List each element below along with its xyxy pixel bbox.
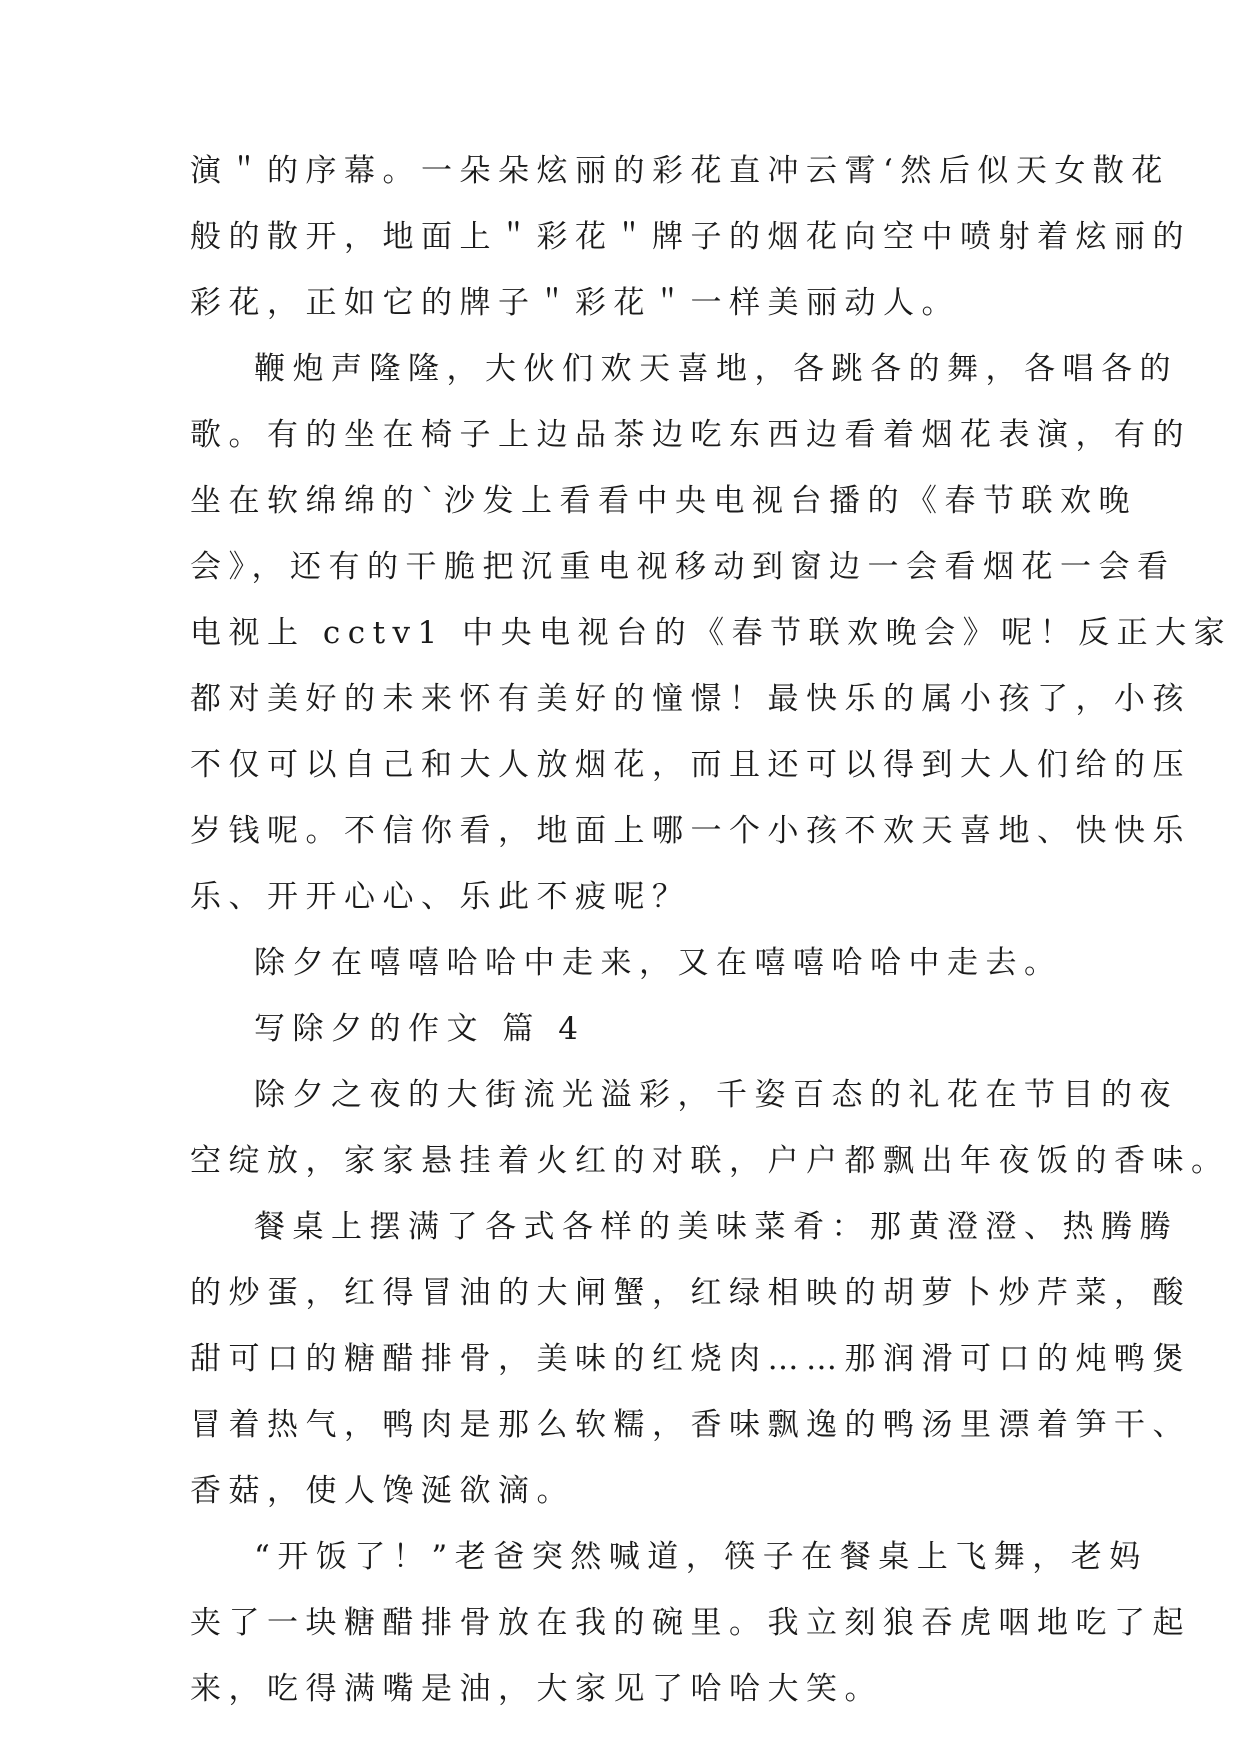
text-line: 岁钱呢。不信你看，地面上哪一个小孩不欢天喜地、快快乐 xyxy=(190,813,1191,849)
text-line: 般的散开，地面上＂彩花＂牌子的烟花向空中喷射着炫丽的 xyxy=(190,219,1191,255)
text-line: 坐在软绵绵的`沙发上看看中央电视台播的《春节联欢晚 xyxy=(190,483,1137,519)
text-line: 除夕在嘻嘻哈哈中走来，又在嘻嘻哈哈中走去。 xyxy=(254,945,1063,981)
text-line: 鞭炮声隆隆，大伙们欢天喜地，各跳各的舞，各唱各的 xyxy=(254,351,1178,387)
text-line: 都对美好的未来怀有美好的憧憬！最快乐的属小孩了，小孩 xyxy=(190,681,1191,717)
text-line: 香菇，使人馋涎欲滴。 xyxy=(190,1473,575,1509)
text-line: 冒着热气，鸭肉是那么软糯，香味飘逸的鸭汤里漂着笋干、 xyxy=(190,1407,1191,1443)
text-line: 空绽放，家家悬挂着火红的对联，户户都飘出年夜饭的香味。 xyxy=(190,1143,1230,1179)
text-line: 演＂的序幕。一朵朵炫丽的彩花直冲云霄‘然后似天女散花 xyxy=(190,153,1170,189)
section-heading: 写除夕的作文 篇 4 xyxy=(254,1011,586,1047)
text-line: 夹了一块糖醋排骨放在我的碗里。我立刻狼吞虎咽地吃了起 xyxy=(190,1605,1191,1641)
text-line: 彩花，正如它的牌子＂彩花＂一样美丽动人。 xyxy=(190,285,960,321)
text-line: 会》，还有的干脆把沉重电视移动到窗边一会看烟花一会看 xyxy=(190,549,1176,585)
text-line: 不仅可以自己和大人放烟花，而且还可以得到大人们给的压 xyxy=(190,747,1191,783)
text-line: 乐、开开心心、乐此不疲呢？ xyxy=(190,879,691,915)
text-line: 除夕之夜的大街流光溢彩，千姿百态的礼花在节目的夜 xyxy=(254,1077,1178,1113)
text-line: 的炒蛋，红得冒油的大闸蟹，红绿相映的胡萝卜炒芹菜，酸 xyxy=(190,1275,1191,1311)
text-line: 歌。有的坐在椅子上边品茶边吃东西边看着烟花表演，有的 xyxy=(190,417,1191,453)
text-line: “开饭了！”老爸突然喊道，筷子在餐桌上飞舞，老妈 xyxy=(254,1539,1148,1575)
text-line: 餐桌上摆满了各式各样的美味菜肴：那黄澄澄、热腾腾 xyxy=(254,1209,1178,1245)
text-line: 来，吃得满嘴是油，大家见了哈哈大笑。 xyxy=(190,1671,883,1707)
text-line: 电视上 cctv1 中央电视台的《春节联欢晚会》呢！反正大家 xyxy=(190,615,1233,651)
text-line: 甜可口的糖醋排骨，美味的红烧肉……那润滑可口的炖鸭煲 xyxy=(190,1341,1191,1377)
